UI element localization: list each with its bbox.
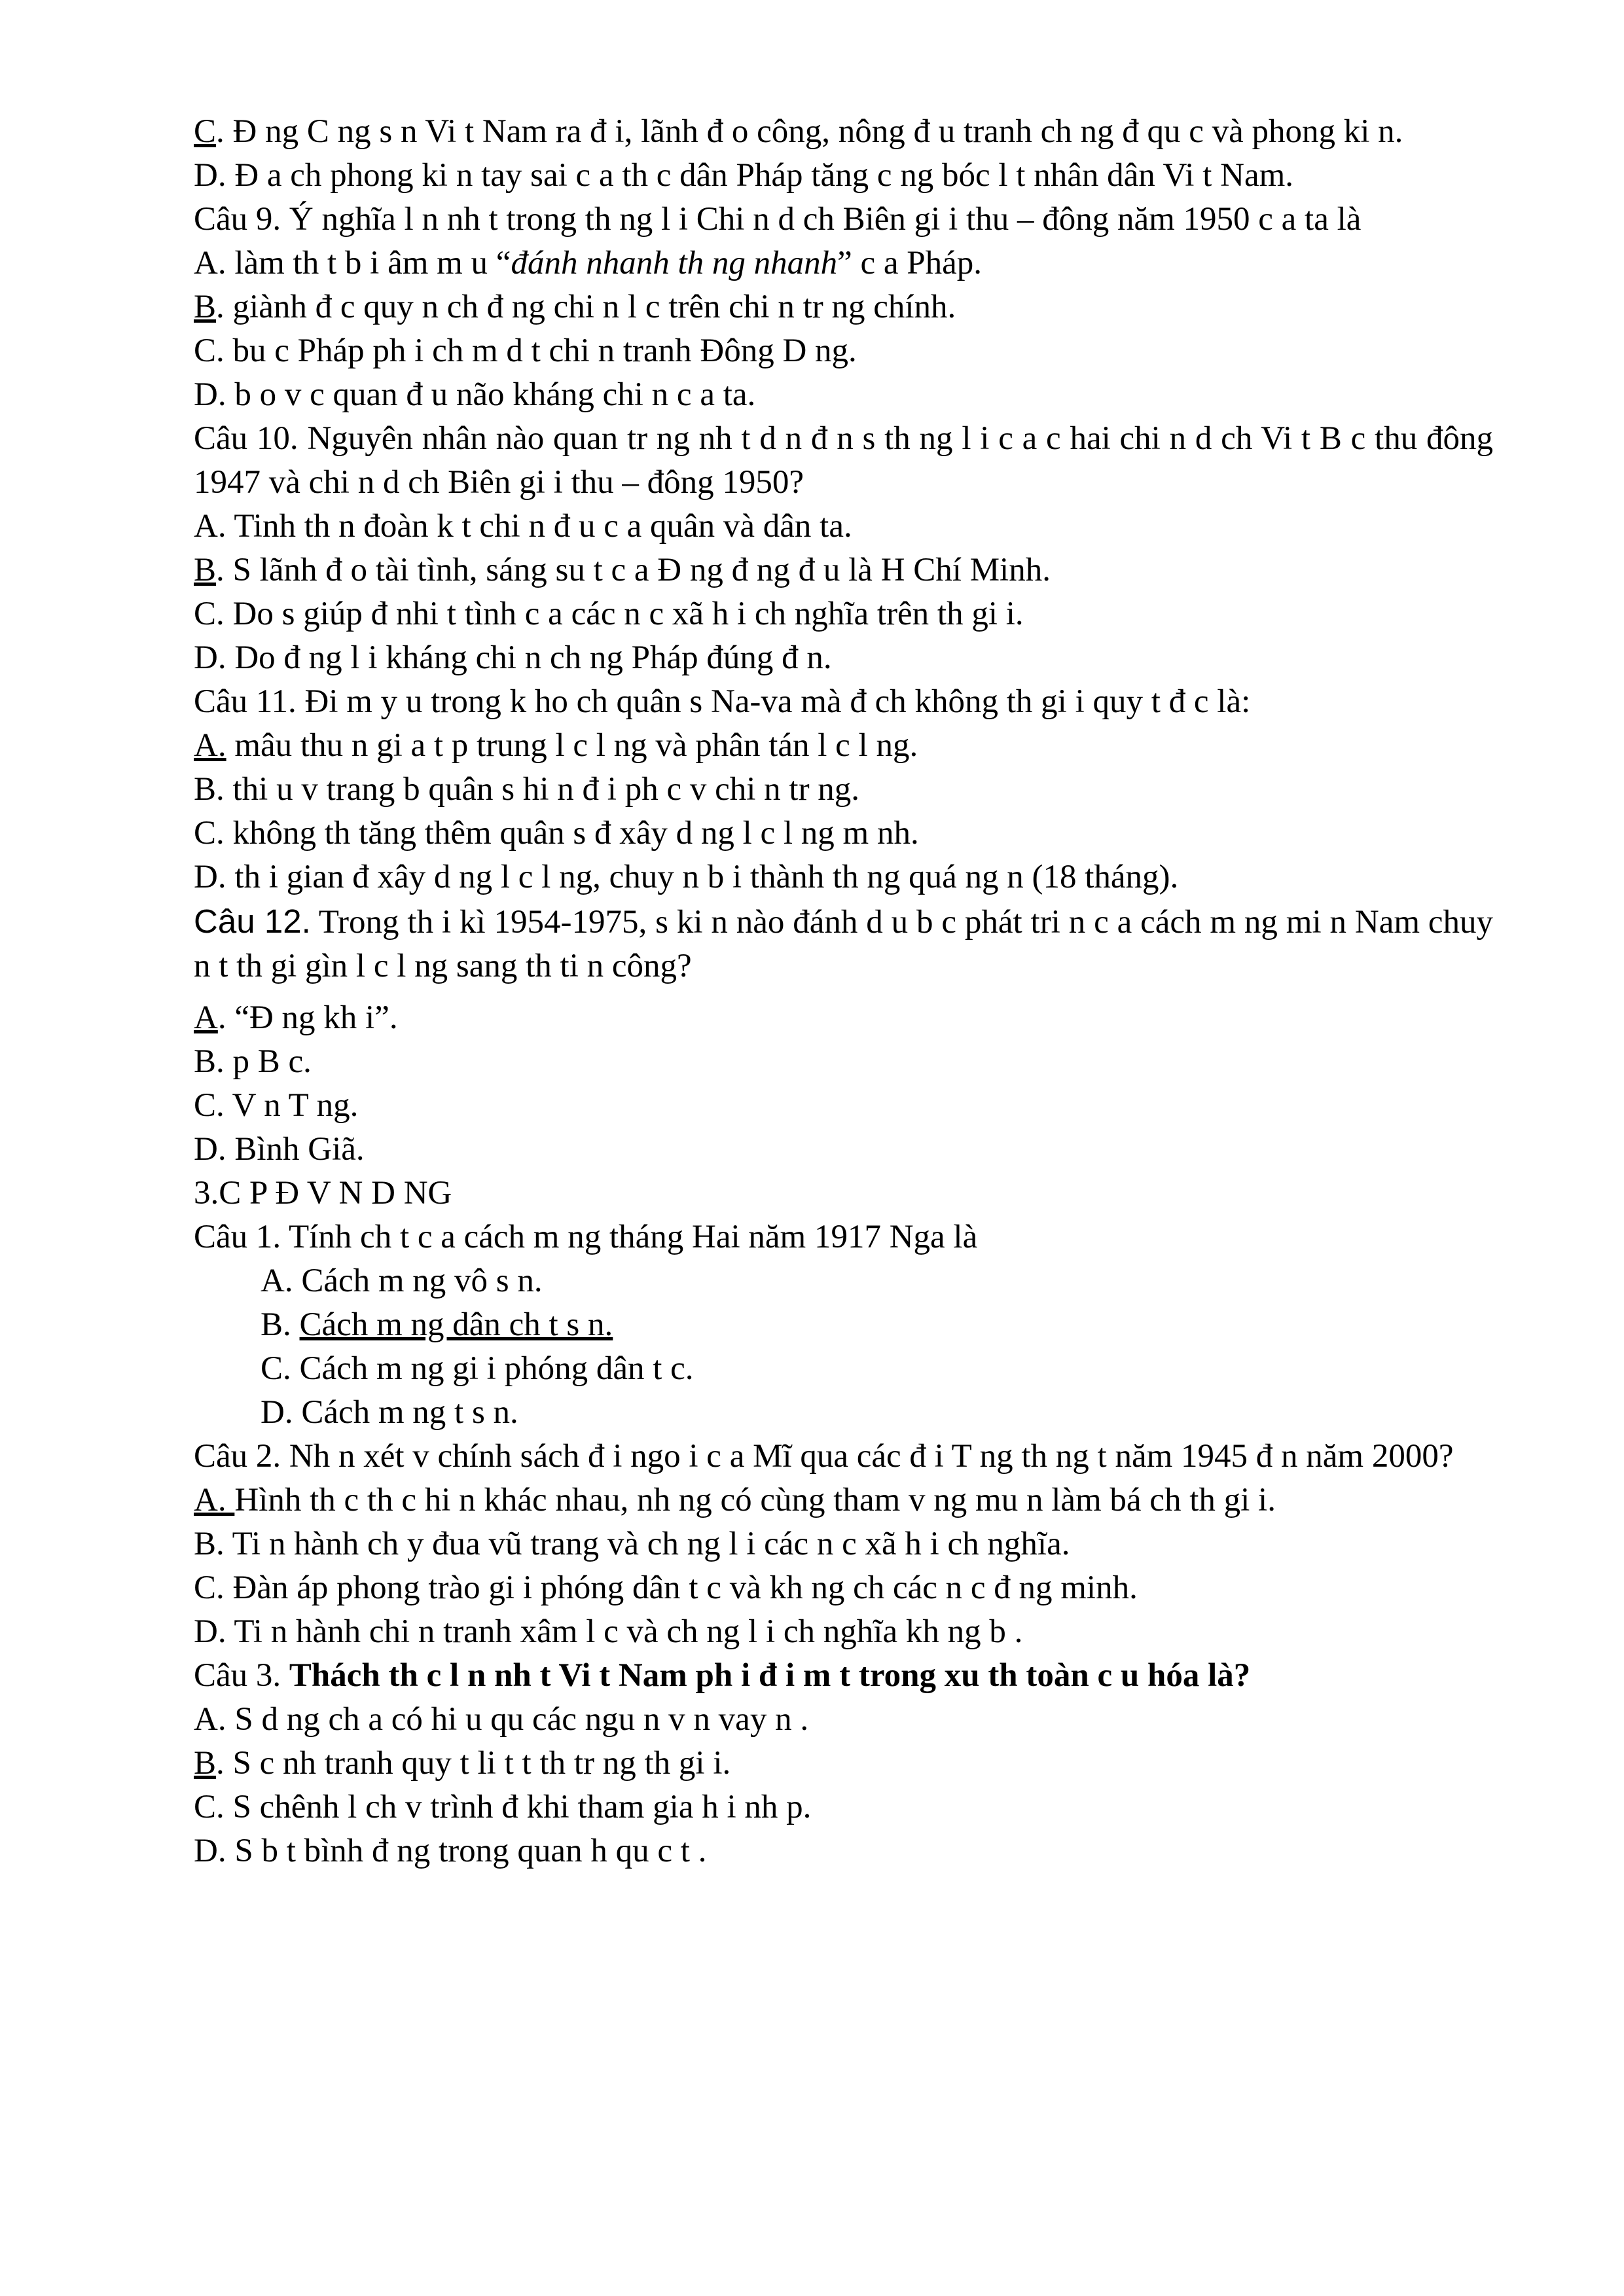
answer-c-q2: C. Đàn áp phong trào gi i phóng dân t c và kh ng ch các n c đ ng minh. [194,1570,1138,1606]
answer-a-q3: A. S d ng ch a có hi u qu các ngu n v n vay n . [194,1701,809,1738]
answer-c-q8: C. Đ ng C ng s n Vi t Nam ra đ i, lãnh đ o công, nông đ u tranh ch ng đ qu c và phong ki n. [194,113,1403,150]
answer-c-q1: C. Cách m ng gi i phóng dân t c. [261,1350,694,1387]
answer-b-q3: B. S c nh tranh quy t li t t th tr ng th gi i. [194,1745,731,1782]
answer-c-q11: C. không th tăng thêm quân s đ xây d ng l c l ng m nh. [194,815,919,852]
answer-d-q8: D. Đ a ch phong ki n tay sai c a th c dân Pháp tăng c ng bóc l t nhân dân Vi t Nam. [194,157,1294,194]
answer-b-q2: B. Ti n hành ch y đua vũ trang và ch ng l i các n c xã h i ch nghĩa. [194,1526,1070,1562]
answer-a-q2: A. Hình th c th c hi n khác nhau, nh ng có cùng tham v ng mu n làm bá ch th gi i. [194,1482,1276,1518]
answer-b-q12: B. p B c. [194,1043,312,1080]
answer-d-q10: D. Do đ ng l i kháng chi n ch ng Pháp đúng đ n. [194,639,832,676]
question-9: Câu 9. Ý nghĩa l n nh t trong th ng l i Chi n d ch Biên gi i thu – đông năm 1950 c a ta là [194,201,1362,238]
answer-a-q9: A. làm th t b i âm m u “đánh nhanh th ng nhanh” c a Pháp. [194,245,983,281]
question-1: Câu 1. Tính ch t c a cách m ng tháng Hai năm 1917 Nga là [194,1219,978,1255]
answer-d-q11: D. th i gian đ xây d ng l c l ng, chuy n b i thành th ng quá ng n (18 tháng). [194,859,1179,895]
question-2: Câu 2. Nh n xét v chính sách đ i ngo i c a Mĩ qua các đ i T ng th ng t năm 1945 đ n năm 2000? [194,1438,1454,1475]
answer-a-q1: A. Cách m ng vô s n. [261,1263,543,1299]
answer-letter-marked: B [194,289,217,325]
answer-d-q9: D. b o v c quan đ u não kháng chi n c a ta. [194,376,756,413]
answer-c-q10: C. Do s giúp đ nhi t tình c a các n c xã h i ch nghĩa trên th gi i. [194,596,1024,632]
answer-letter-marked: A [194,999,218,1036]
answer-d-q1: D. Cách m ng t s n. [261,1394,518,1431]
section-heading: 3.C P Đ V N D NG [194,1175,452,1211]
question-11: Câu 11. Đi m y u trong k ho ch quân s Na-va mà đ ch không th gi i quy t đ c là: [194,683,1251,720]
answer-a-q11: A. mâu thu n gi a t p trung l c l ng và phân tán l c l ng. [194,727,918,764]
answer-letter-marked: A. [194,1482,235,1518]
answer-text-marked: Cách m ng dân ch t s n. [299,1306,613,1343]
answer-a-q10: A. Tinh th n đoàn k t chi n đ u c a quân và dân ta. [194,508,852,545]
answer-b-q9: B. giành đ c quy n ch đ ng chi n l c trên chi n tr ng chính. [194,289,956,325]
question-3: Câu 3. Thách th c l n nh t Vi t Nam ph i đ i m t trong xu th toàn c u hóa là? [194,1657,1251,1694]
answer-c-q3: C. S chênh l ch v trình đ khi tham gia h i nh p. [194,1789,812,1825]
answer-d-q2: D. Ti n hành chi n tranh xâm l c và ch ng l i ch nghĩa kh ng b . [194,1613,1023,1650]
question-12: Câu 12. Trong th i kì 1954-1975, s ki n nào đánh d u b c phát tri n c a cách m ng mi n Nam chuy n t th gi gìn l c l ng sang th ti n công? [194,903,1493,984]
answer-letter-marked: B [194,1745,217,1782]
answer-letter-marked: C [194,113,217,150]
answer-c-q9: C. bu c Pháp ph i ch m d t chi n tranh Đông D ng. [194,332,857,369]
answer-a-q12: A. “Đ ng kh i”. [194,999,398,1036]
answer-c-q12: C. V n T ng. [194,1087,359,1124]
answer-letter-marked: A. [194,727,226,764]
answer-d-q12: D. Bình Giã. [194,1131,365,1168]
answer-letter-marked: B [194,552,217,588]
answer-b-q11: B. thi u v trang b quân s hi n đ i ph c v chi n tr ng. [194,771,860,808]
answer-b-q10: B. S lãnh đ o tài tình, sáng su t c a Đ ng đ ng đ u là H Chí Minh. [194,552,1051,588]
answer-b-q1: B. Cách m ng dân ch t s n. [261,1306,613,1343]
question-10: Câu 10. Nguyên nhân nào quan tr ng nh t d n đ n s th ng l i c a c hai chi n d ch Vi t B c thu đông 1947 và chi n d ch Biên gi i thu – đông 1950? [194,420,1493,501]
answer-d-q3: D. S b t bình đ ng trong quan h qu c t . [194,1833,707,1869]
